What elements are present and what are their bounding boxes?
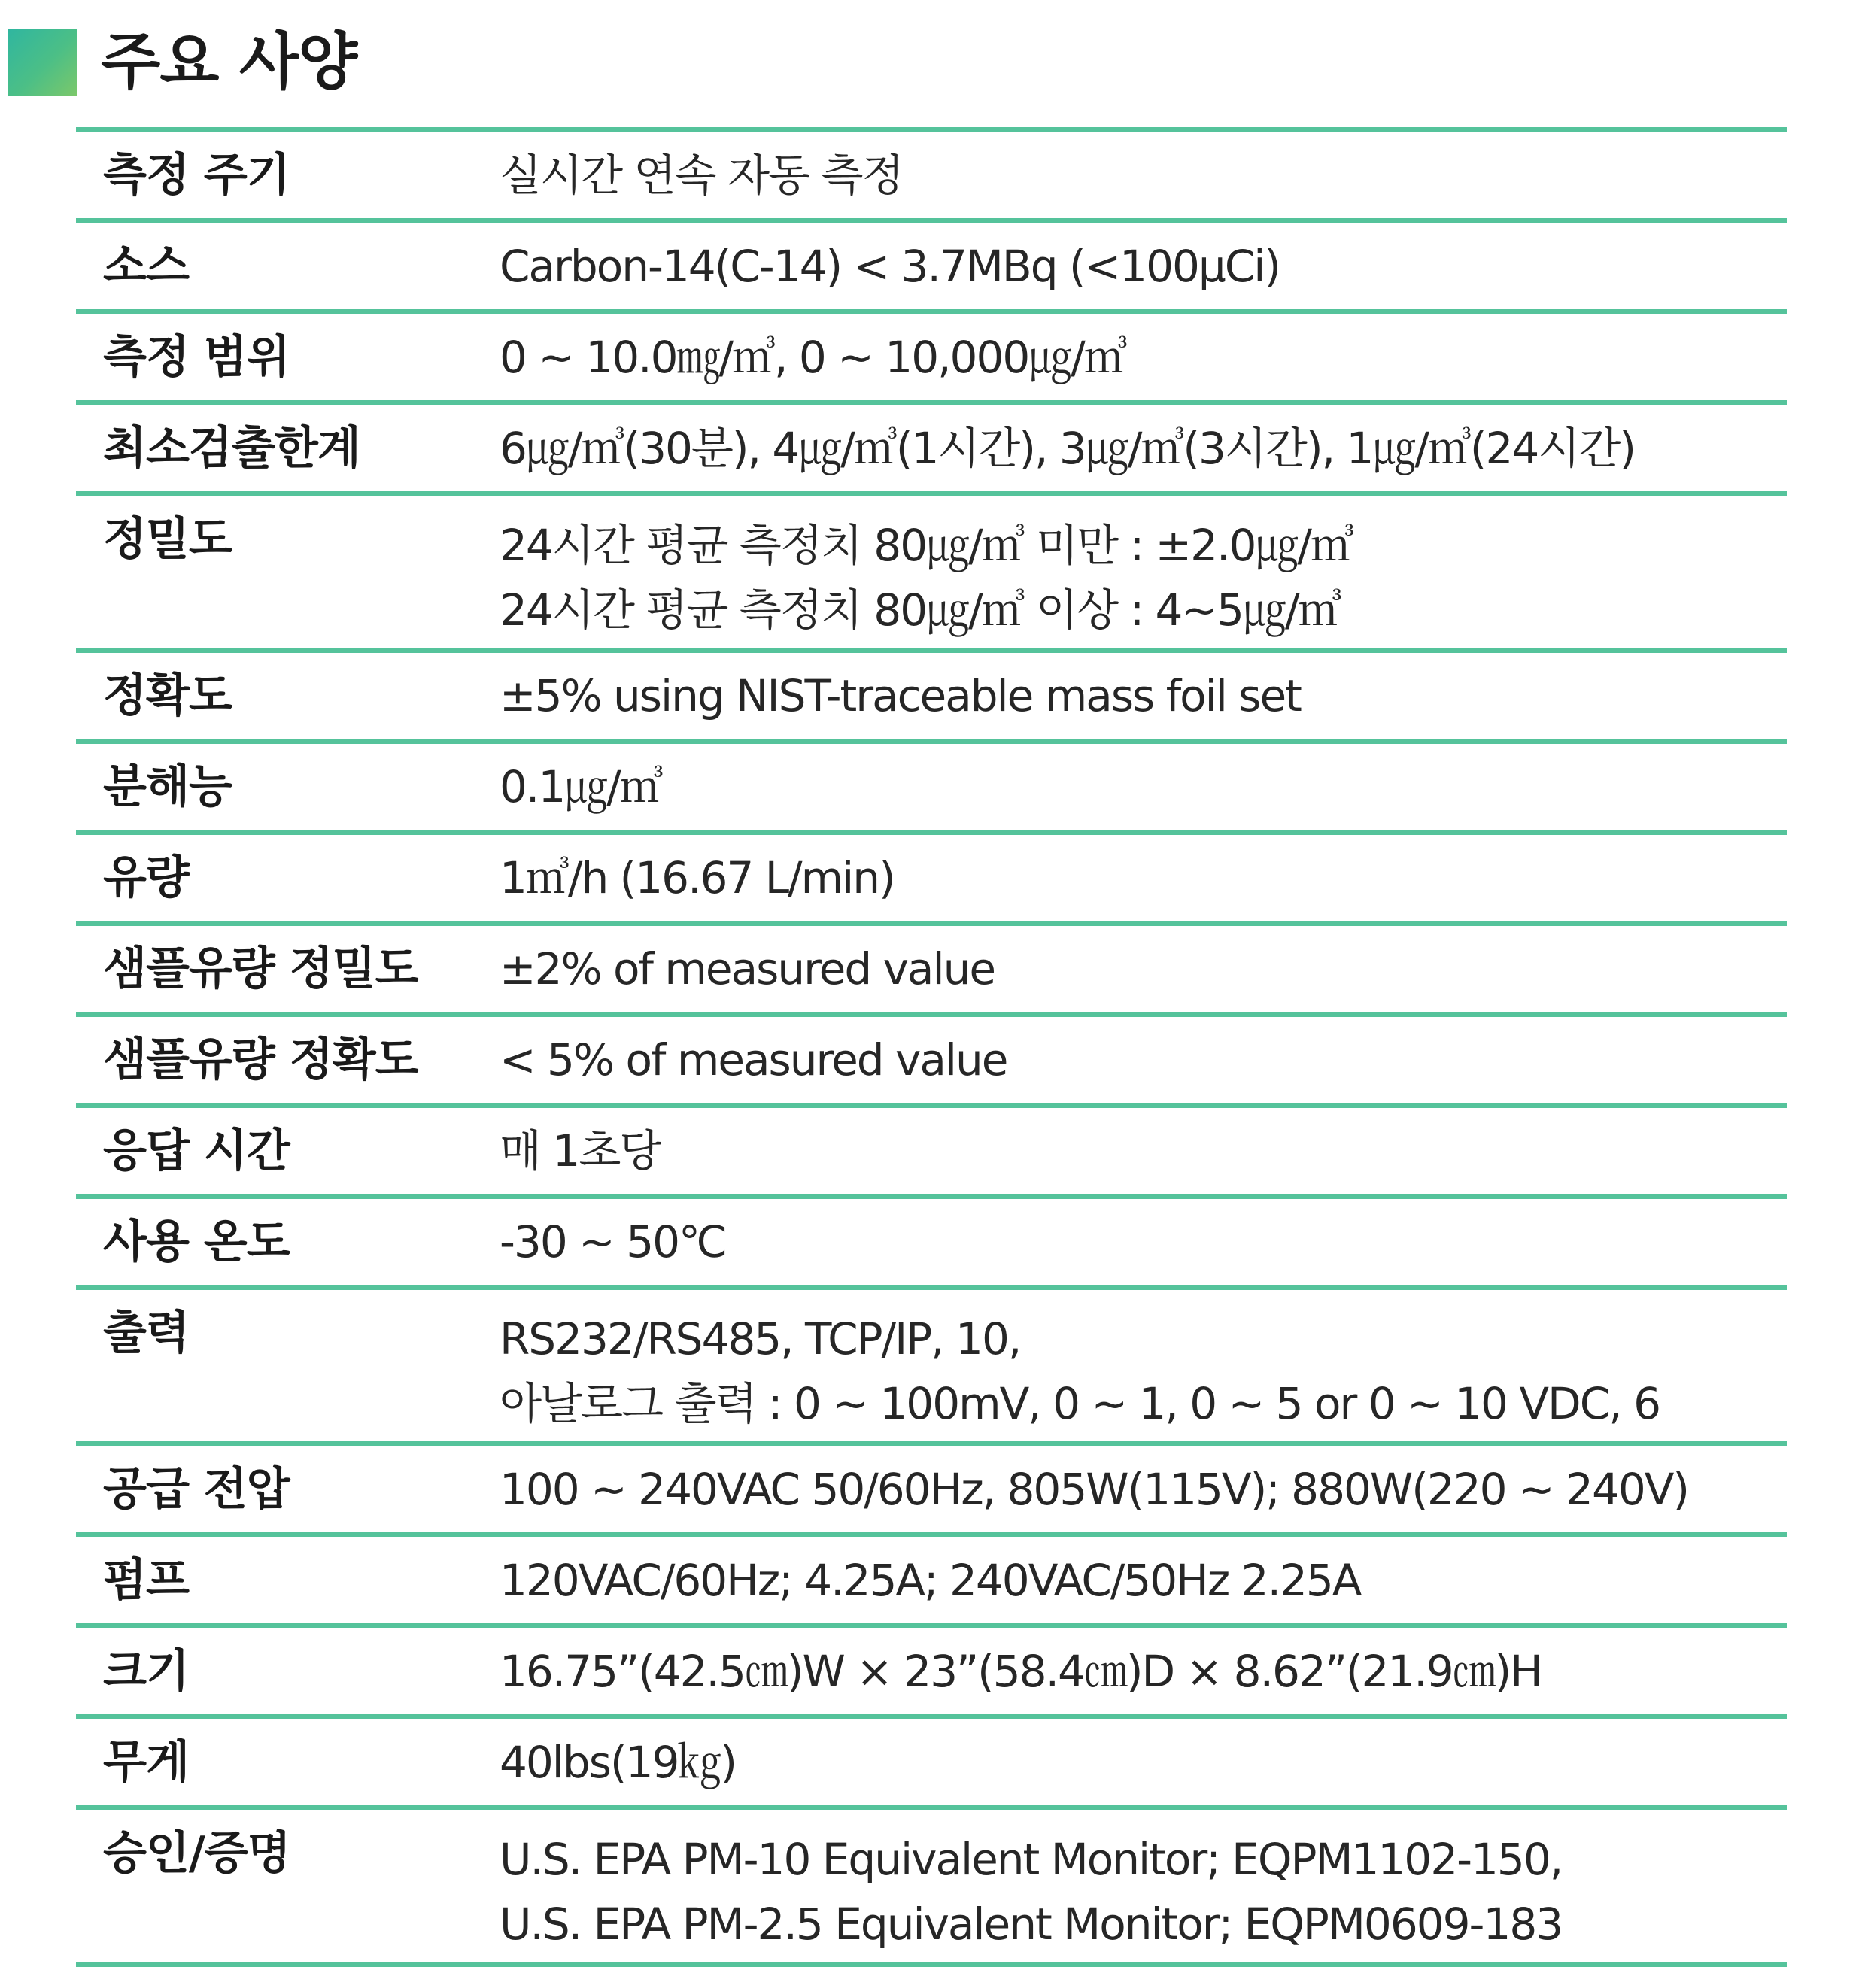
spec-row [76, 1017, 1787, 1108]
spec-label: 크기 [103, 1645, 189, 1698]
spec-row [76, 1719, 1787, 1810]
spec-row [76, 405, 1787, 496]
spec-value-line: 실시간 연속 자동 측정 [500, 150, 903, 201]
spec-table [76, 127, 1787, 1967]
spec-label: 응답 시간 [103, 1125, 290, 1177]
spec-value-line: 0 ~ 10.0㎎/㎥, 0 ~ 10,000㎍/㎥ [500, 332, 1126, 383]
spec-value-line: 100 ~ 240VAC 50/60Hz, 805W(115V); 880W(220 ~ 240V) [500, 1464, 1689, 1515]
spec-value-line: Carbon-14(C-14) < 3.7MBq (<100μCi) [500, 241, 1280, 292]
spec-value [500, 1719, 1787, 1805]
spec-value-line: ±2% of measured value [500, 943, 995, 994]
spec-value [500, 926, 1787, 1012]
section-title: 주요 사양 [101, 26, 357, 98]
spec-value [500, 1628, 1787, 1714]
spec-value-line: 120VAC/60Hz; 4.25A; 240VAC/50Hz 2.25A [500, 1555, 1361, 1606]
spec-value-line: < 5% of measured value [500, 1034, 1007, 1085]
spec-label: 공급 전압 [103, 1463, 290, 1516]
spec-label: 무게 [103, 1736, 189, 1789]
spec-row [76, 835, 1787, 926]
spec-value-line: RS232/RS485, TCP/IP, 10, [500, 1313, 1021, 1364]
spec-value-line: 24시간 평균 측정치 80㎍/㎥ 미만 : ±2.0㎍/㎥ [500, 520, 1353, 571]
spec-row [76, 223, 1787, 314]
spec-value-line: 0.1㎍/㎥ [500, 761, 662, 812]
spec-row [76, 1108, 1787, 1199]
spec-value [500, 1199, 1787, 1285]
spec-value-line: 아날로그 출력 : 0 ~ 100mV, 0 ~ 1, 0 ~ 5 or 0 ~ 10 VDC, 6 [500, 1378, 1660, 1429]
spec-label: 출력 [103, 1307, 189, 1359]
spec-label: 측정 범위 [103, 331, 290, 384]
spec-label: 정확도 [103, 669, 232, 722]
spec-value-line: U.S. EPA PM-2.5 Equivalent Monitor; EQPM0609-183 [500, 1898, 1563, 1950]
spec-row [76, 1199, 1787, 1290]
spec-row [76, 314, 1787, 405]
spec-value [500, 314, 1787, 400]
spec-value [500, 405, 1787, 491]
spec-row [76, 1810, 1787, 1967]
spec-row [76, 1537, 1787, 1628]
spec-label: 분해능 [103, 760, 232, 813]
spec-value-line: U.S. EPA PM-10 Equivalent Monitor; EQPM1102-150, [500, 1834, 1563, 1885]
spec-value-line: 24시간 평균 측정치 80㎍/㎥ 이상 : 4~5㎍/㎥ [500, 584, 1341, 636]
spec-label: 승인/증명 [103, 1827, 290, 1880]
spec-row [76, 132, 1787, 223]
spec-value [500, 223, 1787, 309]
spec-value [500, 1290, 1787, 1441]
spec-value [500, 132, 1787, 218]
spec-value [500, 653, 1787, 739]
spec-value-line: 40lbs(19㎏) [500, 1737, 737, 1788]
spec-value-line: 매 1초당 [500, 1125, 661, 1176]
spec-value [500, 1108, 1787, 1194]
spec-value-line: 6㎍/㎥(30분), 4㎍/㎥(1시간), 3㎍/㎥(3시간), 1㎍/㎥(24시간) [500, 423, 1636, 474]
spec-label: 정밀도 [103, 513, 232, 566]
spec-value-line: -30 ~ 50℃ [500, 1216, 727, 1267]
spec-row [76, 653, 1787, 744]
spec-value [500, 1017, 1787, 1103]
spec-row [76, 1446, 1787, 1537]
spec-row [76, 1628, 1787, 1719]
spec-value [500, 1446, 1787, 1532]
spec-row [76, 744, 1787, 835]
spec-row [76, 1290, 1787, 1446]
spec-label: 소스 [103, 240, 189, 293]
header-accent-square [8, 29, 77, 96]
spec-value [500, 744, 1787, 830]
spec-value [500, 1810, 1787, 1962]
spec-value [500, 496, 1787, 648]
spec-value-line: 1㎥/h (16.67 L/min) [500, 852, 895, 903]
spec-value [500, 835, 1787, 921]
section-header [8, 26, 357, 98]
spec-row [76, 496, 1787, 653]
spec-value-line: ±5% using NIST-traceable mass foil set [500, 670, 1301, 721]
spec-value [500, 1537, 1787, 1623]
spec-label: 측정 주기 [103, 149, 290, 202]
spec-label: 최소검출한계 [103, 422, 360, 475]
spec-row [76, 926, 1787, 1017]
spec-label: 펌프 [103, 1554, 189, 1607]
spec-label: 유량 [103, 851, 189, 904]
spec-label: 샘플유량 정밀도 [103, 942, 418, 995]
spec-label: 샘플유량 정확도 [103, 1033, 418, 1086]
spec-value-line: 16.75”(42.5㎝)W × 23”(58.4㎝)D × 8.62”(21.9㎝)H [500, 1646, 1542, 1697]
spec-label: 사용 온도 [103, 1216, 290, 1268]
